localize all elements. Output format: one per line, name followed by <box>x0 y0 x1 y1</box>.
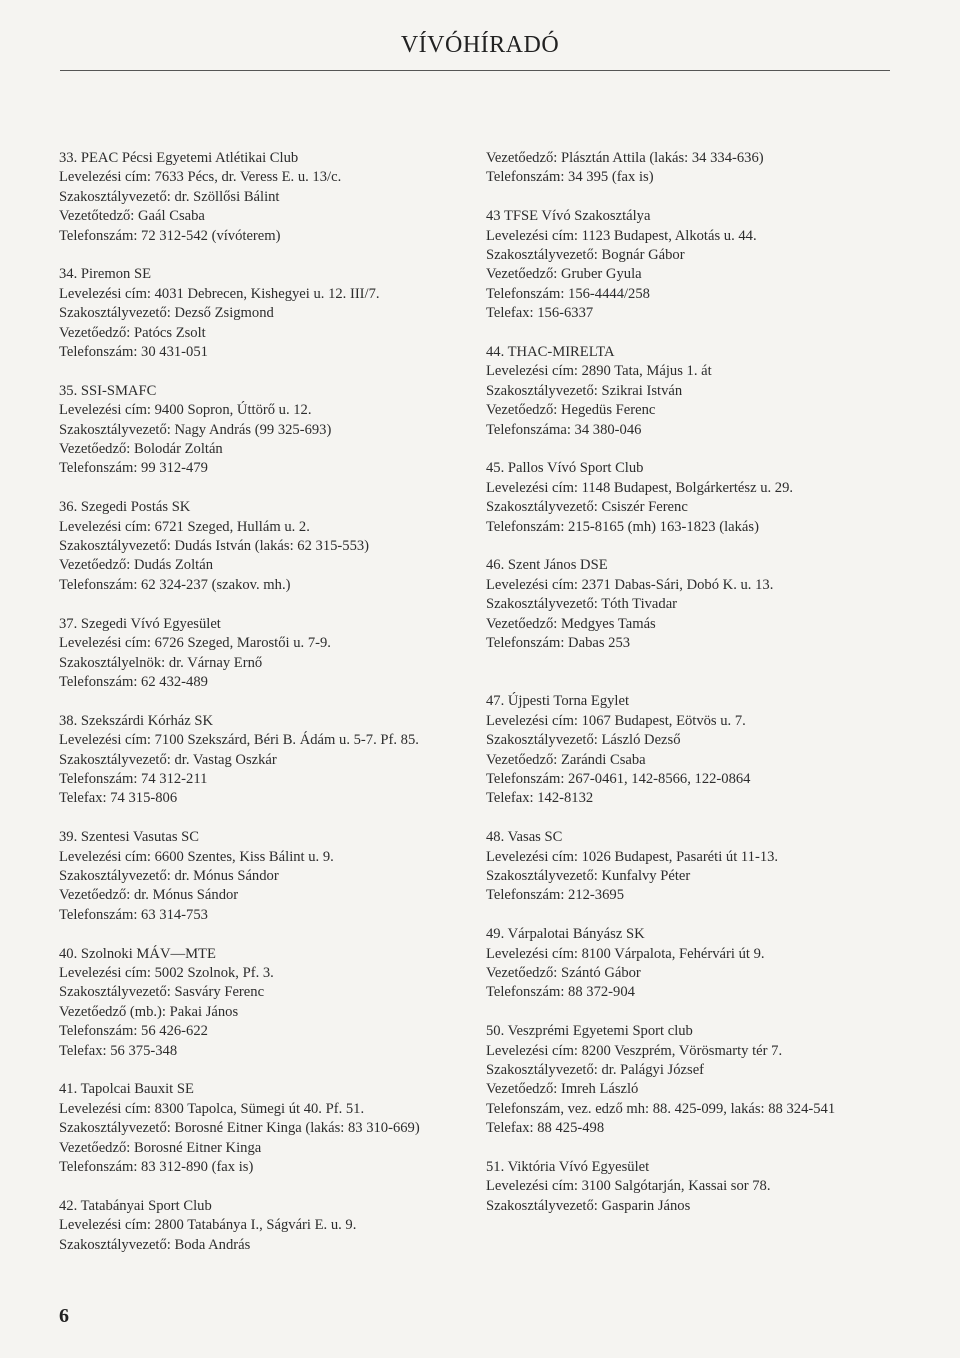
club-detail-line: Szakosztályvezető: László Dezső <box>486 732 681 749</box>
club-detail-line: Telefonszáma: 34 380-046 <box>486 421 642 438</box>
club-detail-line: Vezetőedző: Gruber Gyula <box>486 266 642 283</box>
club-detail-line: Levelezési cím: 2890 Tata, Május 1. át <box>486 363 712 380</box>
club-detail-line: Levelezési cím: 6600 Szentes, Kiss Bálint u. 9. <box>59 848 334 865</box>
club-entry <box>59 828 479 925</box>
club-detail-line: Telefonszám: 56 426-622 <box>59 1023 208 1040</box>
club-detail-line: Levelezési cím: 1123 Budapest, Alkotás u. 44. <box>486 227 757 244</box>
club-entry <box>486 343 906 440</box>
entry-spacer <box>59 1061 479 1080</box>
club-detail-line: Vezetőtedző: Gaál Csaba <box>59 208 205 225</box>
club-detail-line: Levelezési cím: 6721 Szeged, Hullám u. 2. <box>59 518 310 535</box>
club-name: 43 TFSE Vívó Szakosztálya <box>486 208 651 225</box>
club-name: 41. Tapolcai Bauxit SE <box>59 1081 194 1098</box>
entry-spacer <box>59 246 479 265</box>
club-detail-line: Levelezési cím: 5002 Szolnok, Pf. 3. <box>59 964 274 981</box>
club-name: 45. Pallos Vívó Sport Club <box>486 460 644 477</box>
club-detail-line: Levelezési cím: 7100 Szekszárd, Béri B. Ádám u. 5-7. Pf. 85. <box>59 732 419 749</box>
club-detail-line: Telefonszám: 99 312-479 <box>59 460 208 477</box>
entry-spacer <box>59 809 479 828</box>
club-detail-line: Telefonszám: 63 314-753 <box>59 906 208 923</box>
club-detail-line: Levelezési cím: 8100 Várpalota, Fehérvári út 9. <box>486 945 765 962</box>
club-detail-line: Vezetőedző: Bolodár Zoltán <box>59 441 223 458</box>
entry-spacer <box>486 1139 906 1158</box>
club-name: 46. Szent János DSE <box>486 557 608 574</box>
club-name: 38. Szekszárdi Kórház SK <box>59 712 214 729</box>
entry-spacer <box>59 479 479 498</box>
entry-spacer <box>59 595 479 614</box>
page-title: VÍVÓHÍRADÓ <box>400 32 560 58</box>
club-detail-line: Telefonszám: 212-3695 <box>486 887 624 904</box>
entry-spacer <box>486 673 906 692</box>
club-detail-line: Levelezési cím: 9400 Sopron, Úttörő u. 12. <box>59 402 312 419</box>
club-detail-line: Telefonszám: 88 372-904 <box>486 984 635 1001</box>
club-detail-line: Szakosztályvezető: Gasparin János <box>486 1197 691 1214</box>
club-detail-line: Levelezési cím: 1148 Budapest, Bolgárkertész u. 29. <box>486 479 794 496</box>
club-name: 40. Szolnoki MÁV—MTE <box>59 945 216 962</box>
club-detail-line: Telefax: 74 315-806 <box>59 790 178 807</box>
club-detail-line: Telefonszám: 267-0461, 142-8566, 122-0864 <box>486 770 751 787</box>
page-number: 6 <box>59 1305 69 1327</box>
club-detail-line: Szakosztályvezető: Nagy András (99 325-693) <box>59 421 332 438</box>
club-entry <box>59 265 479 362</box>
club-detail-line: Levelezési cím: 6726 Szeged, Marostői u. 7-9. <box>59 635 331 652</box>
club-name: 48. Vasas SC <box>486 829 563 846</box>
club-detail-line: Telefonszám: 83 312-890 (fax is) <box>59 1159 254 1175</box>
club-detail-line: Szakosztályvezető: Boda András <box>59 1236 251 1253</box>
club-detail-line: Vezetőedző: Medgyes Tamás <box>486 615 656 632</box>
club-entry <box>486 207 906 323</box>
club-detail-line: Levelezési cím: 8300 Tapolca, Sümegi út 40. Pf. 51. <box>59 1100 365 1117</box>
club-entry <box>59 945 479 1061</box>
club-detail-line: Szakosztályvezető: Sasváry Ferenc <box>59 984 265 1001</box>
club-detail-line: Vezetőedző: Szántó Gábor <box>486 964 641 981</box>
entry-spacer <box>59 692 479 711</box>
club-entry <box>59 615 479 693</box>
club-detail-line: Levelezési cím: 1067 Budapest, Eötvös u. 7. <box>486 712 746 729</box>
club-detail-line: Szakosztályvezető: Dudás István (lakás: 62 315-553) <box>59 538 370 555</box>
club-detail-line: Telefonszám: 30 431-051 <box>59 344 208 361</box>
club-detail-line: Telefonszám, vez. edző mh: 88. 425-099, lakás: 88 324-541 <box>486 1100 836 1117</box>
club-detail-line: Vezetőedző: Hegedüs Ferenc <box>486 402 656 419</box>
club-detail-line: Szakosztályvezető: dr. Vastag Oszkár <box>59 751 277 768</box>
club-entry <box>59 382 479 479</box>
club-name: 49. Várpalotai Bányász SK <box>486 926 645 943</box>
club-detail-line: Vezetőedző: Dudás Zoltán <box>59 557 213 574</box>
club-detail-line: Vezetőedző: Zarándi Csaba <box>486 751 646 768</box>
club-detail-line: Levelezési cím: 3100 Salgótarján, Kassai sor 78. <box>486 1178 771 1195</box>
club-detail-line: Szakosztályvezető: Kunfalvy Péter <box>486 867 691 884</box>
club-detail-line: Szakosztályvezető: dr. Mónus Sándor <box>59 867 279 884</box>
club-name: 50. Veszprémi Egyetemi Sport club <box>486 1023 693 1040</box>
club-entry <box>59 149 479 246</box>
club-name: 35. SSI-SMAFC <box>59 382 157 399</box>
club-name: 36. Szegedi Postás SK <box>59 499 191 516</box>
club-entry <box>59 712 479 809</box>
entry-spacer <box>486 324 906 343</box>
club-entry <box>59 1080 479 1177</box>
club-entry <box>59 498 479 595</box>
club-entry <box>486 925 906 1003</box>
club-detail-line: Telefonszám: 62 432-489 <box>59 673 208 690</box>
club-detail-line: Vezetőedző (mb.): Pakai János <box>59 1003 239 1020</box>
club-detail-line: Vezetőedző: dr. Mónus Sándor <box>59 887 239 904</box>
club-detail-line: Vezetőedző: Borosné Eitner Kinga <box>59 1139 262 1156</box>
club-detail-line: Telefax: 88 425-498 <box>486 1120 605 1137</box>
club-detail-line: Telefax: 142-8132 <box>486 790 594 807</box>
entry-spacer <box>486 906 906 925</box>
club-entry <box>486 149 906 188</box>
club-entry <box>59 1197 479 1255</box>
club-detail-line: Telefonszám: 215-8165 (mh) 163-1823 (lakás) <box>486 518 759 535</box>
club-detail-line: Szakosztályvezető: Bognár Gábor <box>486 247 685 264</box>
entry-spacer <box>486 654 906 673</box>
entry-spacer <box>486 440 906 459</box>
club-name: 44. THAC-MIRELTA <box>486 344 615 361</box>
club-detail-line: Szakosztályvezető: Tóth Tivadar <box>486 596 678 613</box>
right-column <box>486 149 906 1216</box>
entry-spacer <box>486 188 906 207</box>
club-detail-line: Levelezési cím: 8200 Veszprém, Vörösmarty tér 7. <box>486 1042 783 1059</box>
club-detail-line: Telefax: 156-6337 <box>486 305 594 322</box>
club-detail-line: Telefonszám: Dabas 253 <box>486 635 631 652</box>
club-name: 33. PEAC Pécsi Egyetemi Atlétikai Club <box>59 150 299 166</box>
club-detail-line: Szakosztályvezető: Csiszér Ferenc <box>486 499 688 516</box>
club-name: Vezetőedző: Plásztán Attila (lakás: 34 334-636) <box>486 150 764 166</box>
club-detail-line: Szakosztályvezető: dr. Palágyi József <box>486 1061 705 1078</box>
club-entry <box>486 459 906 537</box>
club-detail-line: Levelezési cím: 7633 Pécs, dr. Veress E. u. 13/c. <box>59 169 342 186</box>
entry-spacer <box>59 362 479 381</box>
entry-spacer <box>486 1003 906 1022</box>
club-entry <box>486 1022 906 1138</box>
club-detail-line: Szakosztályvezető: Dezső Zsigmond <box>59 305 274 322</box>
club-detail-line: Vezetőedző: Patócs Zsolt <box>59 324 206 341</box>
club-detail-line: Szakosztályvezető: dr. Szöllősi Bálint <box>59 188 280 205</box>
club-entry <box>486 692 906 808</box>
club-detail-line: Telefonszám: 156-4444/258 <box>486 285 650 302</box>
club-name: 39. Szentesi Vasutas SC <box>59 829 199 846</box>
club-detail-line: Telefonszám: 74 312-211 <box>59 770 208 787</box>
club-detail-line: Szakosztályvezető: Borosné Eitner Kinga (lakás: 83 310-669) <box>59 1120 420 1137</box>
club-name: 42. Tatabányai Sport Club <box>59 1197 212 1214</box>
entry-spacer <box>486 537 906 556</box>
club-detail-line: Telefonszám: 72 312-542 (vívóterem) <box>59 227 281 244</box>
club-detail-line: Telefonszám: 62 324-237 (szakov. mh.) <box>59 576 291 593</box>
club-entry <box>486 828 906 906</box>
club-name: 34. Piremon SE <box>59 266 152 283</box>
entry-spacer <box>59 925 479 944</box>
club-detail-line: Levelezési cím: 1026 Budapest, Pasaréti út 11-13. <box>486 848 779 865</box>
club-detail-line: Telefax: 56 375-348 <box>59 1042 178 1059</box>
club-detail-line: Telefonszám: 34 395 (fax is) <box>486 169 654 186</box>
club-detail-line: Levelezési cím: 2800 Tatabánya I., Ságvári E. u. 9. <box>59 1217 357 1234</box>
club-detail-line: Levelezési cím: 2371 Dabas-Sári, Dobó K. u. 13. <box>486 576 774 593</box>
club-name: 51. Viktória Vívó Egyesület <box>486 1158 650 1175</box>
club-detail-line: Szakosztályvezető: Szikrai István <box>486 382 683 399</box>
club-entry <box>486 1158 906 1216</box>
header-divider <box>60 70 890 71</box>
left-column <box>59 149 479 1255</box>
club-detail-line: Vezetőedző: Imreh László <box>486 1081 639 1098</box>
entry-spacer <box>486 809 906 828</box>
entry-spacer <box>59 1177 479 1196</box>
club-detail-line: Levelezési cím: 4031 Debrecen, Kishegyei u. 12. III/7. <box>59 285 380 302</box>
club-detail-line: Szakosztályelnök: dr. Várnay Ernő <box>59 654 263 671</box>
club-entry <box>486 556 906 653</box>
club-name: 37. Szegedi Vívó Egyesület <box>59 615 221 632</box>
club-name: 47. Újpesti Torna Egylet <box>486 693 630 710</box>
